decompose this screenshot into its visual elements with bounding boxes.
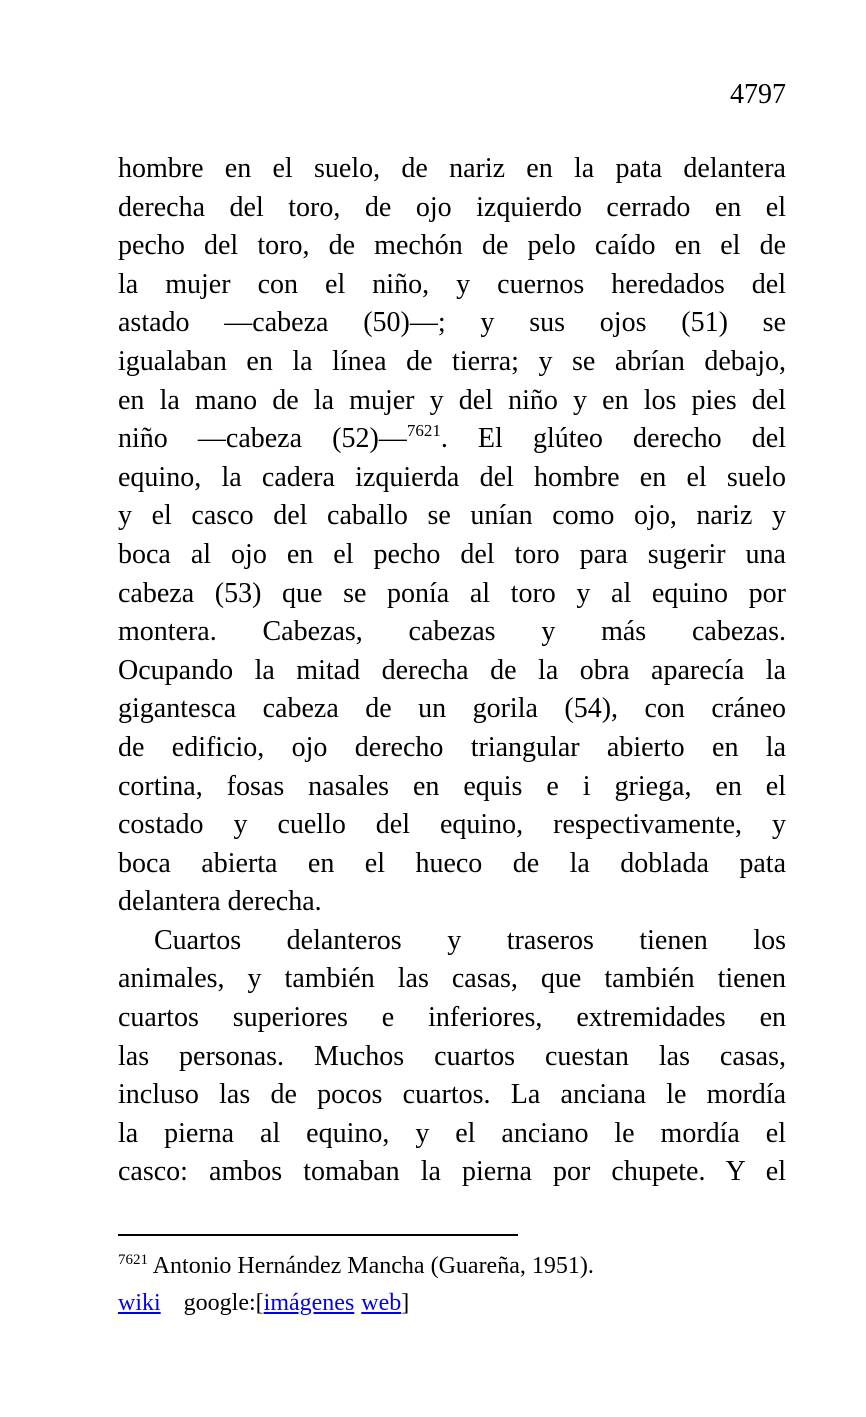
bracket-close-label: ]	[401, 1290, 410, 1316]
wiki-link[interactable]: wiki	[118, 1290, 161, 1316]
text-line: delantera derecha.	[118, 886, 322, 918]
text-line: cortina, fosas nasales en equis e i griega, en el	[118, 770, 786, 802]
text-line: y el casco del caballo se unían como ojo, nariz y	[118, 500, 786, 532]
footnote-links	[118, 1285, 786, 1322]
google-images-link[interactable]: imágenes	[263, 1290, 355, 1316]
paragraph	[118, 922, 786, 1192]
footnote-reference: 7621	[406, 421, 441, 441]
text-line: la pierna al equino, y el anciano le mordía el	[118, 1117, 786, 1149]
footnote	[118, 1248, 786, 1322]
footnote-citation: Antonio Hernández Mancha (Guareña, 1951).	[152, 1253, 594, 1279]
text-line: costado y cuello del equino, respectivamente, y	[118, 809, 786, 841]
footnote-marker: 7621	[118, 1252, 148, 1268]
text-line: en la mano de la mujer y del niño y en los pies del	[118, 384, 786, 416]
footnote-text	[118, 1248, 786, 1285]
text-line: pecho del toro, de mechón de pelo caído en el de	[118, 230, 786, 262]
text-line: las personas. Muchos cuartos cuestan las casas,	[118, 1040, 786, 1072]
text-line: la mujer con el niño, y cuernos heredados del	[118, 268, 786, 300]
text-line: Ocupando la mitad derecha de la obra aparecía la	[118, 654, 786, 686]
text-line: equino, la cadera izquierda del hombre en el suelo	[118, 461, 786, 493]
text-line: casco: ambos tomaban la pierna por chupete. Y el	[118, 1156, 786, 1188]
text-line: igualaban en la línea de tierra; y se abrían debajo,	[118, 345, 786, 377]
page-number: 4797	[730, 79, 786, 110]
text-line: incluso las de pocos cuartos. La anciana le mordía	[118, 1079, 786, 1111]
text-line: Cuartos delanteros y traseros tienen los	[154, 924, 786, 956]
footnote-separator	[118, 1234, 518, 1236]
google-web-link[interactable]: web	[361, 1290, 402, 1316]
text-line: astado —cabeza (50)—; y sus ojos (51) se	[118, 307, 786, 339]
text-line: de edificio, ojo derecho triangular abierto en la	[118, 731, 786, 763]
text-line: gigantesca cabeza de un gorila (54), con cráneo	[118, 693, 786, 725]
text-line: cuartos superiores e inferiores, extremidades en	[118, 1002, 786, 1034]
text-line: montera. Cabezas, cabezas y más cabezas.	[118, 616, 786, 648]
text-line: boca abierta en el hueco de la doblada pata	[118, 847, 786, 879]
text-line: boca al ojo en el pecho del toro para sugerir una	[118, 538, 786, 570]
text-line: cabeza (53) que se ponía al toro y al equino por	[118, 577, 786, 609]
page-body-text	[118, 150, 786, 1192]
text-line: animales, y también las casas, que también tienen	[118, 963, 786, 995]
text-line: hombre en el suelo, de nariz en la pata delantera	[118, 153, 786, 184]
text-line: derecha del toro, de ojo izquierdo cerrado en el	[118, 191, 786, 223]
paragraph	[118, 150, 786, 922]
google-prefix-label: google:[	[183, 1290, 264, 1316]
text-line: niño —cabeza (52)—$^{7621}$. El glúteo derecho del	[118, 421, 786, 455]
